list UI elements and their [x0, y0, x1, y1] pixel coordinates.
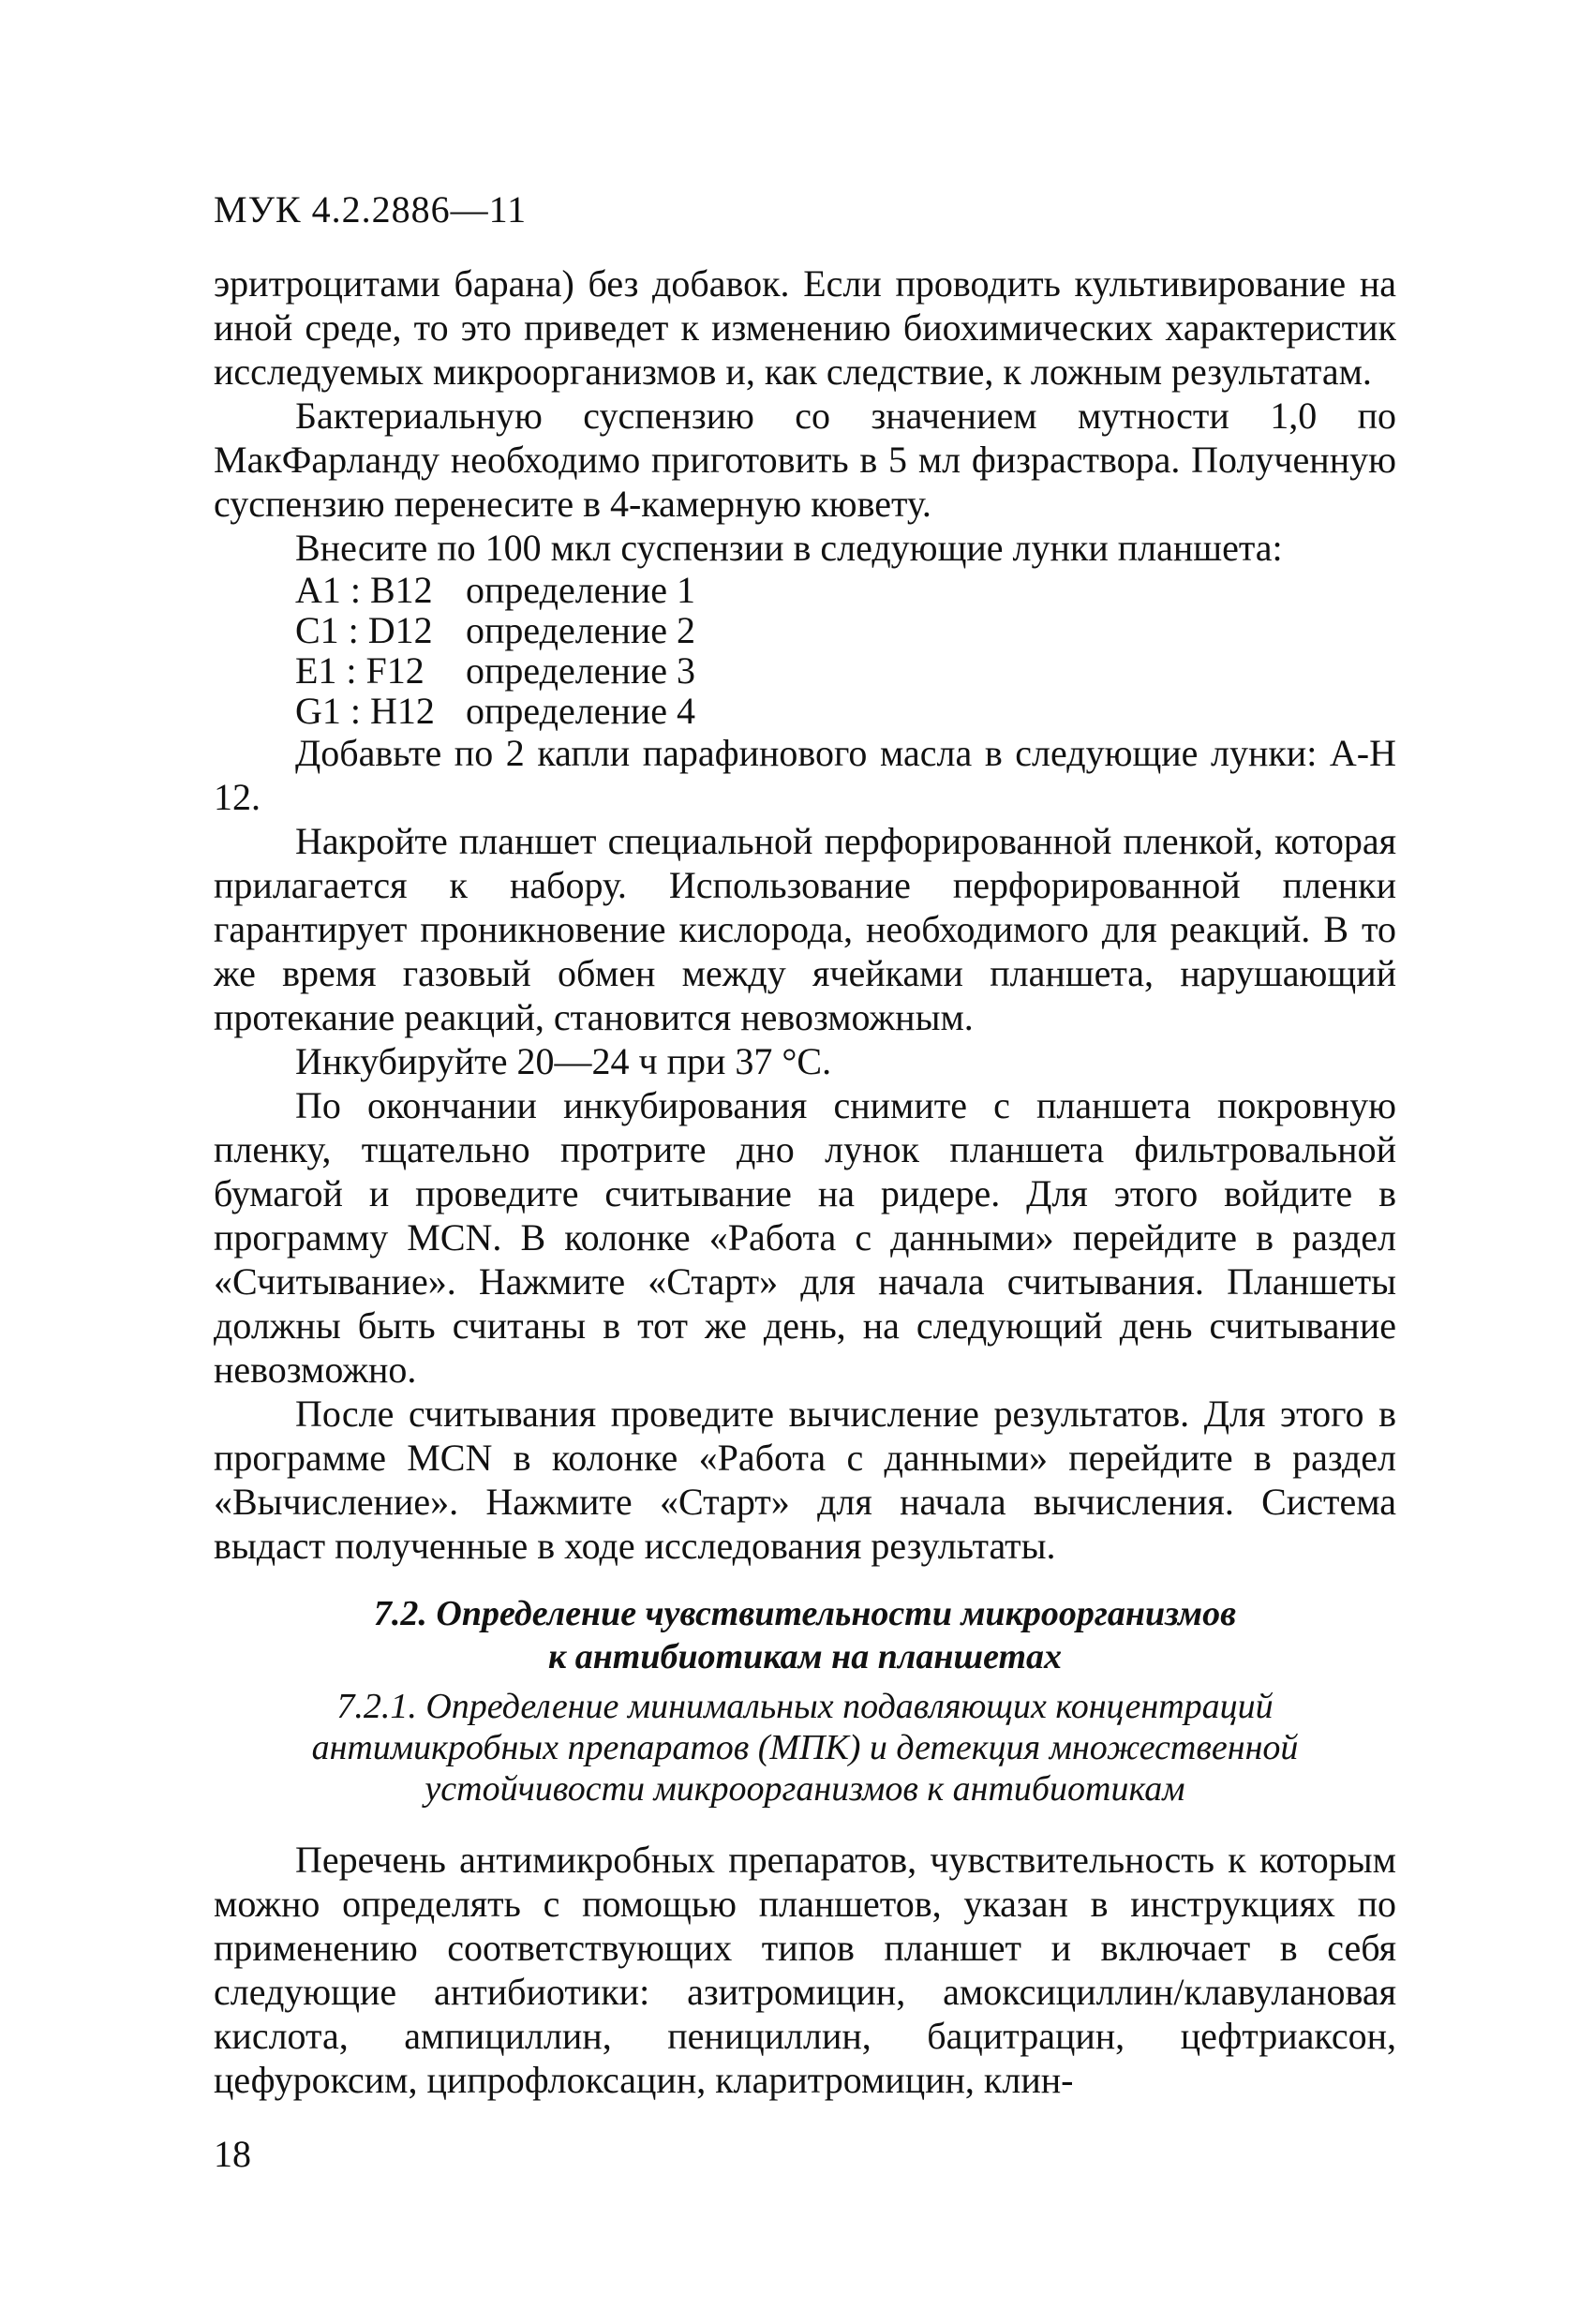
paragraph-perforated-film: Накройте планшет специальной перфорированной пленкой, которая прилагается к набору. Использование перфорированной пленки гарантирует проникновение кислорода, необходимого для реакций. В то же время газовый обмен между ячейками планшета, нарушающий протекание реакций, становится невозможным. — [214, 820, 1396, 1038]
paragraph-calculation: После считывания проведите вычисление результатов. Для этого в программе MCN в колонке «Работа с данными» перейдите в раздел «Вычисление». Нажмите «Старт» для начала вычисления. Система выдаст полученные в ходе исследования результаты. — [214, 1393, 1396, 1567]
paragraph-inoculation: Внесите по 100 мкл суспензии в следующие лунки планшета: — [295, 527, 1283, 569]
page-number: 18 — [214, 2133, 251, 2175]
well-range: А1 : В12 — [295, 569, 433, 611]
well-row — [214, 570, 1396, 610]
subsection-title — [214, 1686, 1396, 1810]
well-definition: определение 4 — [466, 690, 696, 732]
section-title — [214, 1592, 1396, 1678]
section-title-line: к антибиотикам на планшетах — [547, 1637, 1063, 1676]
well-definition: определение 3 — [466, 649, 696, 692]
well-row — [214, 610, 1396, 650]
document-page — [214, 187, 1396, 2102]
subsection-title-line: 7.2.1. Определение минимальных подавляющих концентраций — [336, 1687, 1274, 1726]
paragraph-paraffin-oil: Добавьте по 2 капли парафинового масла в следующие лунки: А-Н 12. — [214, 732, 1396, 818]
well-definition: определение 2 — [466, 609, 696, 651]
paragraph-incubation: Инкубируйте 20—24 ч при 37 °С. — [295, 1040, 832, 1082]
paragraph-reading: По окончании инкубирования снимите с планшета покровную пленку, тщательно протрите дно лунок планшета фильтровальной бумагой и проведите считывание на ридере. Для этого войдите в программу MCN. В колонке «Работа с данными» перейдите в раздел «Считывание». Нажмите «Старт» для начала считывания. Планшеты должны быть считаны в тот же день, на следующий день считывание невозможно. — [214, 1084, 1396, 1391]
well-row — [214, 650, 1396, 691]
section-title-line: 7.2. Определение чувствительности микроорганизмов — [373, 1594, 1237, 1633]
paragraph-culture-medium: эритроцитами барана) без добавок. Если проводить культивирование на иной среде, то это приведет к изменению биохимических характеристик исследуемых микроорганизмов и, как следствие, к ложным результатам. — [214, 262, 1396, 393]
well-range: С1 : D12 — [295, 609, 433, 651]
document-header: МУК 4.2.2886—11 — [214, 188, 528, 231]
well-range: G1 : Н12 — [295, 690, 435, 732]
subsection-title-line: устойчивости микроорганизмов к антибиотикам — [425, 1769, 1185, 1809]
paragraph-antibiotic-list: Перечень антимикробных препаратов, чувствительность к которым можно определять с помощью планшетов, указан в инструкциях по применению соответствующих типов планшет и включает в себя следующие антибиотики: азитромицин, амоксициллин/клавулановая кислота, ампициллин, пенициллин, бацитрацин, цефтриаксон, цефуроксим, ципрофлоксацин, кларитромицин, клин- — [214, 1839, 1396, 2101]
paragraph-suspension: Бактериальную суспензию со значением мутности 1,0 по МакФарланду необходимо приготовить в 5 мл физраствора. Полученную суспензию перенесите в 4-камерную кювету. — [214, 395, 1396, 525]
subsection-title-line: антимикробных препаратов (МПК) и детекция множественной — [311, 1728, 1299, 1767]
well-range: Е1 : F12 — [295, 649, 425, 692]
well-row — [214, 691, 1396, 731]
well-list — [214, 570, 1396, 731]
well-definition: определение 1 — [466, 569, 696, 611]
